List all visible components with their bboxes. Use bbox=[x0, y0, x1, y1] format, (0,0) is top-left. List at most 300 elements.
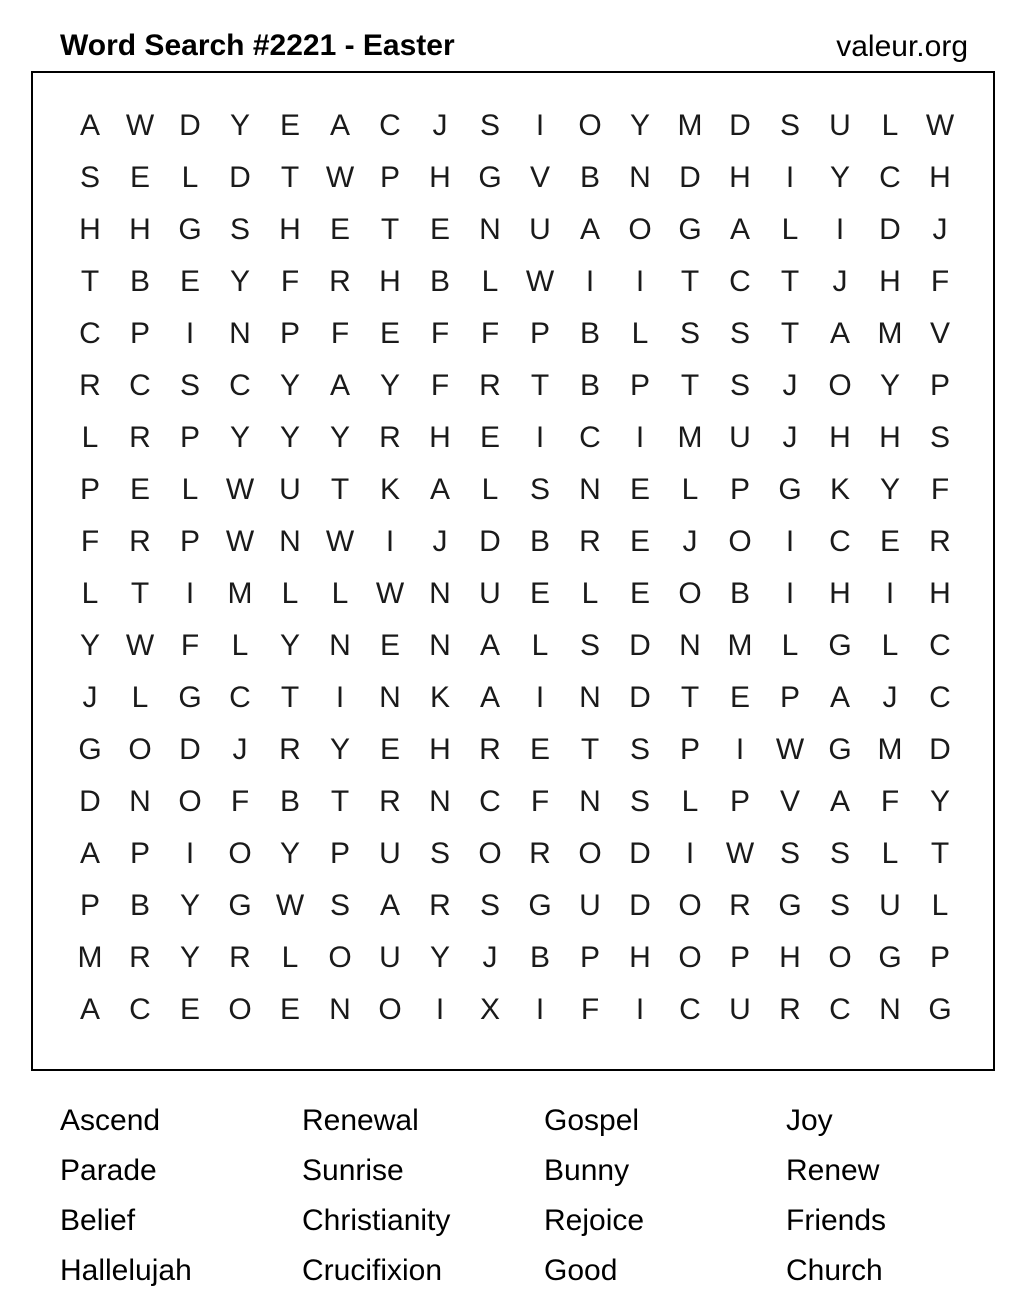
grid-letter: W bbox=[225, 473, 255, 506]
grid-letter: S bbox=[579, 629, 600, 662]
grid-letter: C bbox=[829, 525, 851, 558]
grid-letter: S bbox=[629, 785, 650, 818]
grid-letter: T bbox=[780, 265, 800, 298]
grid-letter: W bbox=[125, 109, 155, 142]
grid-letter: I bbox=[185, 837, 195, 870]
grid-letter: P bbox=[279, 317, 300, 350]
word-list-item: Bunny bbox=[544, 1154, 630, 1187]
word-list-item: Sunrise bbox=[302, 1154, 404, 1187]
grid-letter: U bbox=[879, 889, 901, 922]
grid-letter: I bbox=[785, 577, 795, 610]
grid-letter: R bbox=[579, 525, 601, 558]
grid-letter: T bbox=[330, 473, 350, 506]
grid-letter: B bbox=[429, 265, 450, 298]
grid-letter: W bbox=[375, 577, 405, 610]
grid-letter: L bbox=[531, 629, 549, 662]
grid-letter: U bbox=[829, 109, 851, 142]
grid-letter: E bbox=[429, 213, 450, 246]
grid-letter: L bbox=[781, 629, 799, 662]
grid-letter: B bbox=[579, 369, 600, 402]
grid-letter: N bbox=[429, 629, 451, 662]
word-list-item: Joy bbox=[786, 1104, 833, 1137]
grid-letter: S bbox=[529, 473, 550, 506]
grid-letter: S bbox=[779, 109, 800, 142]
grid-letter: R bbox=[729, 889, 751, 922]
grid-letter: P bbox=[129, 837, 150, 870]
grid-letter: G bbox=[478, 161, 502, 194]
grid-letter: A bbox=[579, 213, 600, 246]
grid-letter: L bbox=[681, 785, 699, 818]
grid-letter: O bbox=[378, 993, 402, 1026]
grid-letter: U bbox=[729, 993, 751, 1026]
grid-letter: T bbox=[530, 369, 550, 402]
grid-letter: L bbox=[881, 629, 899, 662]
grid-letter: L bbox=[331, 577, 349, 610]
grid-letter: N bbox=[429, 577, 451, 610]
grid-letter: I bbox=[885, 577, 895, 610]
grid-letter: G bbox=[778, 889, 802, 922]
grid-letter: P bbox=[179, 421, 200, 454]
grid-letter: T bbox=[680, 265, 700, 298]
word-list-item: Church bbox=[786, 1254, 883, 1287]
grid-letter: S bbox=[729, 317, 750, 350]
grid-letter: I bbox=[535, 109, 545, 142]
grid-letter: E bbox=[379, 317, 400, 350]
word-list-item: Renew bbox=[786, 1154, 880, 1187]
grid-letter: D bbox=[629, 837, 651, 870]
grid-letter: Y bbox=[329, 733, 350, 766]
grid-letter: L bbox=[231, 629, 249, 662]
grid-letter: D bbox=[629, 681, 651, 714]
grid-letter: D bbox=[879, 213, 901, 246]
grid-letter: B bbox=[729, 577, 750, 610]
grid-letter: I bbox=[385, 525, 395, 558]
grid-letter: F bbox=[880, 785, 900, 818]
grid-letter: U bbox=[379, 941, 401, 974]
grid-letter: P bbox=[579, 941, 600, 974]
grid-letter: H bbox=[829, 421, 851, 454]
grid-letter: M bbox=[877, 733, 903, 766]
grid-letter: U bbox=[279, 473, 301, 506]
grid-letter: L bbox=[881, 109, 899, 142]
grid-letter: L bbox=[481, 473, 499, 506]
grid-letter: P bbox=[529, 317, 550, 350]
grid-letter: G bbox=[778, 473, 802, 506]
grid-letter: G bbox=[828, 629, 852, 662]
word-list-item: Renewal bbox=[302, 1104, 419, 1137]
grid-letter: I bbox=[735, 733, 745, 766]
grid-letter: F bbox=[330, 317, 350, 350]
grid-letter: B bbox=[579, 161, 600, 194]
grid-letter: D bbox=[179, 109, 201, 142]
grid-letter: A bbox=[829, 681, 850, 714]
grid-letter: B bbox=[129, 889, 150, 922]
grid-letter: T bbox=[130, 577, 150, 610]
grid-letter: A bbox=[329, 369, 350, 402]
grid-letter: G bbox=[928, 993, 952, 1026]
grid-letter: Y bbox=[229, 421, 250, 454]
grid-letter: H bbox=[929, 161, 951, 194]
grid-letter: G bbox=[528, 889, 552, 922]
grid-letter: T bbox=[780, 317, 800, 350]
word-list-item: Parade bbox=[60, 1154, 157, 1187]
grid-letter: H bbox=[729, 161, 751, 194]
word-list-item: Good bbox=[544, 1254, 618, 1287]
grid-letter: J bbox=[232, 733, 248, 766]
grid-letter: L bbox=[631, 317, 649, 350]
grid-letter: S bbox=[79, 161, 100, 194]
grid-letter: D bbox=[79, 785, 101, 818]
grid-letter: Y bbox=[79, 629, 100, 662]
grid-letter: A bbox=[729, 213, 750, 246]
grid-letter: F bbox=[280, 265, 300, 298]
grid-letter: L bbox=[81, 577, 99, 610]
grid-letter: M bbox=[877, 317, 903, 350]
grid-letter: T bbox=[680, 681, 700, 714]
grid-letter: E bbox=[379, 733, 400, 766]
word-list-item: Christianity bbox=[302, 1204, 451, 1237]
grid-letter: C bbox=[129, 993, 151, 1026]
grid-letter: I bbox=[785, 161, 795, 194]
grid-letter: T bbox=[80, 265, 100, 298]
grid-letter: M bbox=[77, 941, 103, 974]
grid-letter: H bbox=[379, 265, 401, 298]
grid-letter: H bbox=[429, 421, 451, 454]
grid-letter: A bbox=[379, 889, 400, 922]
grid-letter: R bbox=[129, 525, 151, 558]
grid-letter: P bbox=[79, 889, 100, 922]
grid-letter: L bbox=[481, 265, 499, 298]
grid-letter: P bbox=[679, 733, 700, 766]
grid-letter: E bbox=[329, 213, 350, 246]
grid-letter: K bbox=[429, 681, 450, 714]
grid-letter: G bbox=[228, 889, 252, 922]
grid-letter: Y bbox=[229, 109, 250, 142]
grid-letter: W bbox=[775, 733, 805, 766]
grid-letter: H bbox=[429, 161, 451, 194]
grid-letter: G bbox=[178, 213, 202, 246]
grid-letter: E bbox=[729, 681, 750, 714]
grid-letter: Y bbox=[279, 629, 300, 662]
grid-letter: R bbox=[779, 993, 801, 1026]
grid-letter: O bbox=[678, 577, 702, 610]
grid-letter: J bbox=[682, 525, 698, 558]
grid-letter: W bbox=[125, 629, 155, 662]
grid-letter: V bbox=[779, 785, 800, 818]
grid-letter: N bbox=[229, 317, 251, 350]
grid-letter: N bbox=[629, 161, 651, 194]
grid-letter: D bbox=[229, 161, 251, 194]
grid-letter: N bbox=[329, 993, 351, 1026]
grid-letter: R bbox=[929, 525, 951, 558]
grid-letter: I bbox=[635, 421, 645, 454]
grid-letter: E bbox=[129, 473, 150, 506]
grid-letter: R bbox=[379, 785, 401, 818]
grid-letter: C bbox=[929, 681, 951, 714]
grid-letter: P bbox=[729, 473, 750, 506]
word-list-item: Belief bbox=[60, 1204, 136, 1237]
grid-letter: U bbox=[379, 837, 401, 870]
grid-letter: R bbox=[479, 733, 501, 766]
word-list-item: Ascend bbox=[60, 1104, 161, 1137]
grid-letter: C bbox=[479, 785, 501, 818]
grid-letter: E bbox=[629, 473, 650, 506]
grid-letter: J bbox=[482, 941, 498, 974]
grid-letter: C bbox=[929, 629, 951, 662]
grid-letter: Y bbox=[929, 785, 950, 818]
grid-letter: H bbox=[429, 733, 451, 766]
grid-letter: L bbox=[781, 213, 799, 246]
grid-letter: U bbox=[579, 889, 601, 922]
grid-letter: A bbox=[479, 629, 500, 662]
grid-letter: P bbox=[729, 785, 750, 818]
grid-letter: O bbox=[128, 733, 152, 766]
grid-letter: R bbox=[129, 941, 151, 974]
grid-letter: C bbox=[729, 265, 751, 298]
grid-letter: S bbox=[479, 889, 500, 922]
grid-letter: A bbox=[329, 109, 350, 142]
grid-letter: J bbox=[432, 525, 448, 558]
grid-letter: A bbox=[829, 785, 850, 818]
grid-letter: S bbox=[729, 369, 750, 402]
grid-letter: E bbox=[529, 577, 550, 610]
grid-letter: H bbox=[879, 265, 901, 298]
grid-letter: A bbox=[479, 681, 500, 714]
grid-letter: D bbox=[179, 733, 201, 766]
grid-letter: I bbox=[435, 993, 445, 1026]
grid-letter: G bbox=[78, 733, 102, 766]
grid-letter: Y bbox=[279, 421, 300, 454]
grid-letter: G bbox=[178, 681, 202, 714]
grid-letter: O bbox=[178, 785, 202, 818]
grid-letter: L bbox=[281, 577, 299, 610]
grid-letter: G bbox=[828, 733, 852, 766]
grid-letter: R bbox=[229, 941, 251, 974]
grid-letter: H bbox=[79, 213, 101, 246]
grid-letter: L bbox=[681, 473, 699, 506]
grid-letter: R bbox=[79, 369, 101, 402]
grid-letter: Y bbox=[229, 265, 250, 298]
grid-letter: N bbox=[379, 681, 401, 714]
grid-letter: N bbox=[429, 785, 451, 818]
grid-letter: R bbox=[529, 837, 551, 870]
grid-letter: E bbox=[629, 525, 650, 558]
grid-letter: J bbox=[782, 369, 798, 402]
grid-letter: F bbox=[430, 317, 450, 350]
grid-letter: R bbox=[429, 889, 451, 922]
letter-grid bbox=[65, 100, 965, 1036]
grid-letter: S bbox=[179, 369, 200, 402]
grid-letter: Y bbox=[329, 421, 350, 454]
grid-letter: B bbox=[279, 785, 300, 818]
grid-letter: C bbox=[129, 369, 151, 402]
grid-letter: A bbox=[79, 993, 100, 1026]
grid-letter: J bbox=[432, 109, 448, 142]
grid-letter: O bbox=[478, 837, 502, 870]
grid-letter: I bbox=[185, 317, 195, 350]
grid-letter: W bbox=[225, 525, 255, 558]
grid-letter: P bbox=[129, 317, 150, 350]
grid-letter: B bbox=[129, 265, 150, 298]
grid-letter: J bbox=[782, 421, 798, 454]
grid-letter: T bbox=[930, 837, 950, 870]
grid-letter: N bbox=[679, 629, 701, 662]
grid-letter: W bbox=[325, 161, 355, 194]
grid-letter: L bbox=[281, 941, 299, 974]
grid-letter: E bbox=[179, 265, 200, 298]
grid-letter: C bbox=[379, 109, 401, 142]
grid-letter: H bbox=[129, 213, 151, 246]
grid-letter: P bbox=[329, 837, 350, 870]
grid-letter: O bbox=[578, 837, 602, 870]
grid-letter: C bbox=[829, 993, 851, 1026]
grid-letter: O bbox=[828, 369, 852, 402]
grid-letter: C bbox=[579, 421, 601, 454]
grid-letter: O bbox=[228, 993, 252, 1026]
grid-letter: L bbox=[181, 473, 199, 506]
word-list-item: Friends bbox=[786, 1204, 887, 1237]
word-list-item: Rejoice bbox=[544, 1204, 645, 1237]
grid-letter: I bbox=[335, 681, 345, 714]
grid-letter: P bbox=[929, 941, 950, 974]
grid-letter: Y bbox=[179, 889, 200, 922]
grid-letter: J bbox=[932, 213, 948, 246]
grid-letter: A bbox=[79, 837, 100, 870]
grid-letter: C bbox=[879, 161, 901, 194]
grid-letter: S bbox=[229, 213, 250, 246]
grid-letter: J bbox=[832, 265, 848, 298]
grid-letter: B bbox=[579, 317, 600, 350]
word-list-item: Crucifixion bbox=[302, 1254, 443, 1287]
grid-letter: N bbox=[329, 629, 351, 662]
grid-letter: O bbox=[328, 941, 352, 974]
grid-letter: H bbox=[879, 421, 901, 454]
grid-letter: T bbox=[280, 161, 300, 194]
grid-letter: W bbox=[525, 265, 555, 298]
grid-letter: F bbox=[530, 785, 550, 818]
grid-letter: E bbox=[279, 109, 300, 142]
grid-letter: W bbox=[275, 889, 305, 922]
grid-letter: R bbox=[329, 265, 351, 298]
grid-letter: P bbox=[179, 525, 200, 558]
grid-letter: H bbox=[779, 941, 801, 974]
grid-letter: I bbox=[785, 525, 795, 558]
grid-letter: N bbox=[129, 785, 151, 818]
grid-letter: K bbox=[829, 473, 850, 506]
grid-letter: Y bbox=[179, 941, 200, 974]
grid-letter: Y bbox=[829, 161, 850, 194]
grid-letter: C bbox=[79, 317, 101, 350]
grid-letter: S bbox=[679, 317, 700, 350]
grid-letter: T bbox=[680, 369, 700, 402]
grid-letter: S bbox=[829, 889, 850, 922]
grid-letter: Y bbox=[379, 369, 400, 402]
grid-letter: P bbox=[629, 369, 650, 402]
grid-letter: S bbox=[429, 837, 450, 870]
grid-letter: Y bbox=[879, 473, 900, 506]
grid-letter: O bbox=[228, 837, 252, 870]
grid-letter: S bbox=[779, 837, 800, 870]
grid-letter: N bbox=[579, 473, 601, 506]
grid-letter: C bbox=[229, 369, 251, 402]
grid-letter: T bbox=[330, 785, 350, 818]
grid-letter: I bbox=[535, 421, 545, 454]
grid-letter: P bbox=[379, 161, 400, 194]
grid-letter: W bbox=[725, 837, 755, 870]
grid-letter: N bbox=[579, 785, 601, 818]
grid-letter: E bbox=[129, 161, 150, 194]
grid-letter: I bbox=[835, 213, 845, 246]
grid-letter: Y bbox=[279, 369, 300, 402]
grid-letter: F bbox=[580, 993, 600, 1026]
word-list bbox=[60, 1096, 1020, 1296]
grid-letter: D bbox=[929, 733, 951, 766]
grid-letter: I bbox=[535, 993, 545, 1026]
grid-letter: V bbox=[929, 317, 950, 350]
grid-letter: S bbox=[829, 837, 850, 870]
grid-letter: L bbox=[931, 889, 949, 922]
grid-letter: E bbox=[179, 993, 200, 1026]
grid-letter: R bbox=[379, 421, 401, 454]
grid-letter: E bbox=[529, 733, 550, 766]
grid-letter: D bbox=[629, 889, 651, 922]
grid-letter: V bbox=[529, 161, 550, 194]
word-list-item: Hallelujah bbox=[60, 1254, 192, 1287]
grid-letter: P bbox=[779, 681, 800, 714]
grid-letter: R bbox=[129, 421, 151, 454]
grid-letter: I bbox=[185, 577, 195, 610]
grid-letter: N bbox=[279, 525, 301, 558]
grid-letter: B bbox=[529, 525, 550, 558]
grid-letter: N bbox=[579, 681, 601, 714]
grid-letter: A bbox=[829, 317, 850, 350]
grid-letter: C bbox=[229, 681, 251, 714]
grid-letter: E bbox=[479, 421, 500, 454]
grid-letter: M bbox=[677, 109, 703, 142]
grid-letter: H bbox=[929, 577, 951, 610]
grid-letter: L bbox=[181, 161, 199, 194]
grid-letter: U bbox=[729, 421, 751, 454]
grid-letter: E bbox=[629, 577, 650, 610]
grid-letter: D bbox=[679, 161, 701, 194]
grid-letter: B bbox=[529, 941, 550, 974]
grid-letter: O bbox=[678, 889, 702, 922]
grid-letter: R bbox=[279, 733, 301, 766]
grid-letter: P bbox=[729, 941, 750, 974]
grid-letter: O bbox=[828, 941, 852, 974]
grid-letter: O bbox=[628, 213, 652, 246]
grid-letter: T bbox=[580, 733, 600, 766]
grid-letter: F bbox=[230, 785, 250, 818]
grid-letter: D bbox=[629, 629, 651, 662]
grid-letter: F bbox=[430, 369, 450, 402]
puzzle-box bbox=[31, 71, 995, 1071]
grid-letter: Y bbox=[879, 369, 900, 402]
grid-letter: L bbox=[81, 421, 99, 454]
grid-letter: J bbox=[882, 681, 898, 714]
grid-letter: K bbox=[379, 473, 400, 506]
puzzle-title: Word Search #2221 - Easter bbox=[60, 29, 455, 62]
grid-letter: G bbox=[878, 941, 902, 974]
grid-letter: M bbox=[677, 421, 703, 454]
grid-letter: O bbox=[578, 109, 602, 142]
grid-letter: I bbox=[585, 265, 595, 298]
grid-letter: S bbox=[479, 109, 500, 142]
grid-letter: T bbox=[280, 681, 300, 714]
grid-letter: O bbox=[728, 525, 752, 558]
grid-letter: E bbox=[879, 525, 900, 558]
grid-letter: F bbox=[930, 265, 950, 298]
